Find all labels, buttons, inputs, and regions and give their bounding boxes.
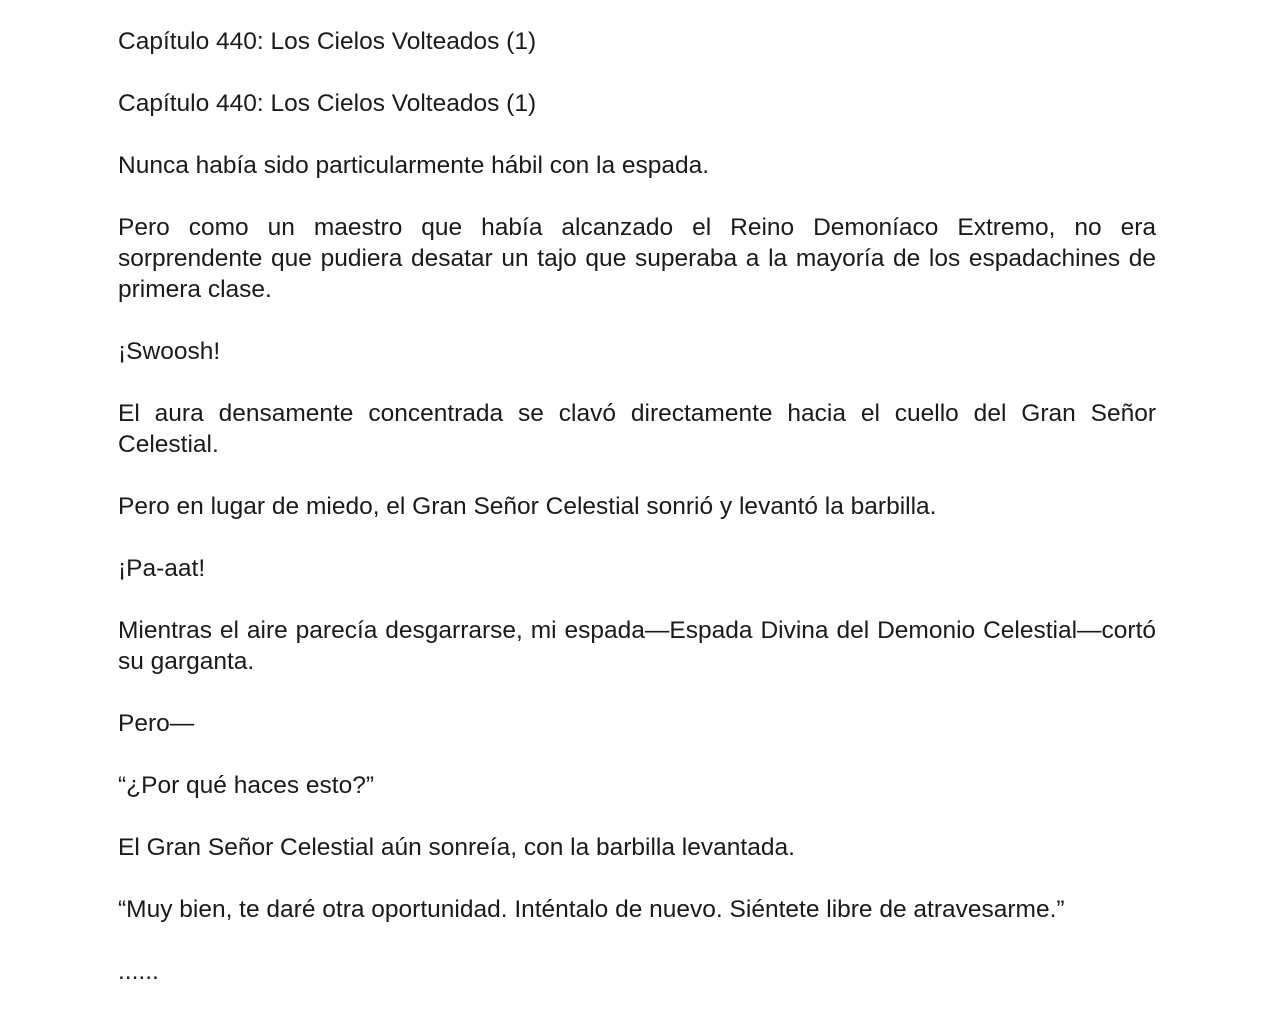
chapter-title: Capítulo 440: Los Cielos Volteados (1) [118,28,537,55]
dialogue-paragraph: “¿Por qué haces esto?” [118,772,375,799]
paragraph: Mientras el aire parecía desgarrarse, mi espada—Espada Divina del Demonio Celestial—cortó su garganta. [118,617,1156,675]
paragraph: El aura densamente concentrada se clavó directamente hacia el cuello del Gran Señor Celestial. [118,400,1156,458]
paragraph: Pero como un maestro que había alcanzado el Reino Demoníaco Extremo, no era sorprendente que pudiera desatar un tajo que superaba a la mayoría de los espadachines de primera clase. [118,214,1156,303]
ellipsis-paragraph: ...... [118,958,159,985]
dialogue-paragraph: “Muy bien, te daré otra oportunidad. Inténtalo de nuevo. Siéntete libre de atravesarme.” [118,896,1065,923]
paragraph: Pero en lugar de miedo, el Gran Señor Celestial sonrió y levantó la barbilla. [118,493,937,520]
paragraph: El Gran Señor Celestial aún sonreía, con la barbilla levantada. [118,834,795,861]
paragraph: ¡Swoosh! [118,338,221,365]
chapter-title-repeat: Capítulo 440: Los Cielos Volteados (1) [118,90,537,117]
paragraph: Nunca había sido particularmente hábil con la espada. [118,152,710,179]
document-page [118,26,1156,987]
paragraph: ¡Pa-aat! [118,555,206,582]
paragraph: Pero— [118,710,195,737]
